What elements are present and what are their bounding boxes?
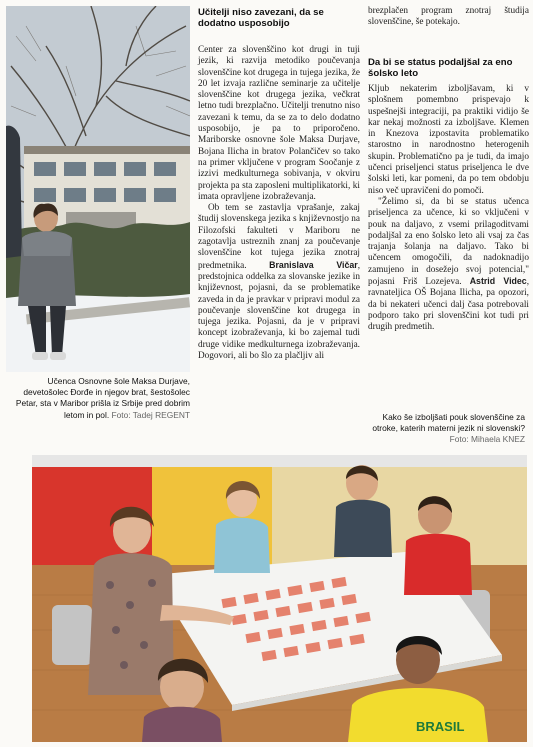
article-column-middle [198, 45, 360, 362]
section-heading-status: Da bi se status podaljšal za eno šolsko leto [368, 57, 513, 80]
paragraph: Kljub nekaterim izboljšavam, ki v splošnem pomembno prispevajo k uspešnejši integraciji, pa praktiki vidijo še kar nekaj možnosti za izboljšave. Klemen in Knezova izpostavita problematiko starostno in narodnostno heterogenih skupin. Problematično pa je tudi, da imajo učenci priseljenci status priseljenca le dve šolski leti, kar pomeni, da po tem obdobju niso več upravičeni do pomoči. [368, 84, 529, 196]
photo-school-boys-illustration [6, 6, 190, 372]
photo-caption-top-text: Učenca Osnovne šole Maksa Durjave, devetošolec Đorđe in njegov brat, šestošolec Petar, sta v Maribor prišla iz Srbije pred dobrim letom in pol. [15, 376, 190, 420]
article-continuation: brezplačen program znotraj študija slovenščine, še potekajo. [368, 6, 529, 28]
person-name: Astrid Videc [469, 276, 527, 287]
paragraph-text: "Želimo si, da bi se status učenca priseljenca za učence, ki so vključeni v pouk na daljavo, z vsemi prilagoditvami podaljšal za eno šolsko leto ali vsaj za čas trajanja šolanja na daljavo. Tako bi učencem omogočili, da nadoknadijo zamujeno in dosežejo svoj potencial," pojasni Friš Lozejeva. [368, 196, 529, 288]
paragraph-text: , ravnateljica OŠ Bojana Ilicha, pa opozori, da bi nekateri učenci dalj časa potrebovali podporo tako pri slovenščini kot tudi pri drugih predmetih. [368, 277, 529, 333]
person-name: Branislava Vičar [269, 259, 358, 270]
section-heading-teachers: Učitelji niso zavezani, da se dodatno usposobijo [198, 7, 324, 30]
photo-caption-bottom [372, 412, 525, 446]
photo-children-table-illustration [32, 455, 527, 742]
paragraph [198, 203, 360, 362]
photo-credit-top: Foto: Tadej REGENT [111, 409, 190, 420]
photo-children-table [32, 455, 527, 742]
photo-caption-top [6, 376, 190, 421]
paragraph-text: Ob tem se zastavlja vprašanje, zakaj študij slovenskega jezika s književnostjo na Filozofski fakulteti v Mariboru ne zagotavlja ustreznih znanj za poučevanje slovenščine kot tujega jezika znotraj predmetnika. [198, 203, 360, 271]
paragraph-text: , predstojnica oddelka za slovanske jezike in književnost, pojasni, da se problematike zaveda in da je pravkar v pripravi modul za poučevanje slovenščine kot drugega in tujega jezika. Pojasni, da je v pripravi koncept izobraževanja, ki bo zajemal tudi druge vidike medkulturnega izobraževanja. Dogovori, ali bo šlo za plačljiv ali [198, 260, 361, 362]
paragraph [368, 197, 529, 334]
shirt-print: BRASIL [416, 719, 465, 734]
photo-caption-bottom-text: Kako še izboljšati pouk slovenščine za otroke, katerih materni jezik ni slovenski? [372, 412, 525, 434]
paragraph: Center za slovenščino kot drugi in tuji jezik, ki razvija metodiko poučevanja slovenščine kot drugega in tujega jezika, že 20 let izvaja različne seminarje za učitelje slovenščine kot drugega jezika, večkrat letno tudi brezplačno. Učitelji trenutno niso zavezani k temu, da se za to delo dodatno usposobijo, je pa to priporočeno. Mariborske osnovne šole Maksa Durjave, Bojana Ilicha in bratov Polančičev so tako na primer vključene v program Soočanje z izzivi medkulturnega sobivanja, v okviru projekta pa sta zaposleni multiplikatorki, ki imata opravljene izobraževanja. [198, 45, 360, 202]
article-column-right [368, 84, 529, 334]
photo-school-boys [6, 6, 190, 372]
photo-credit-bottom: Foto: Mihaela KNEZ [449, 434, 525, 445]
